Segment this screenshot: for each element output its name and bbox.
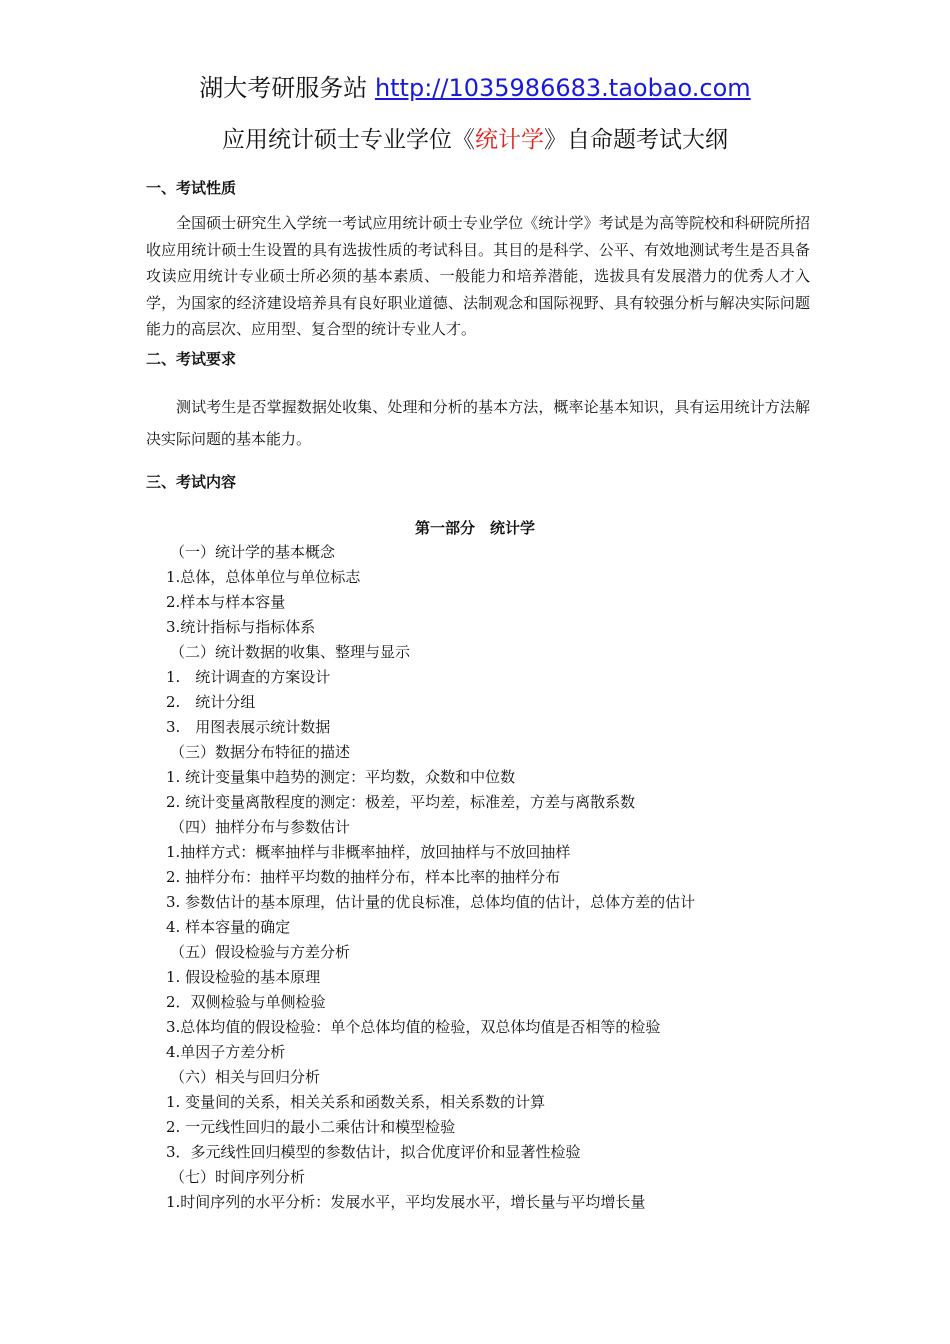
outline-chapter: （七）时间序列分析 [170,1168,306,1186]
outline-item: 2.样本与样本容量 [166,593,286,611]
outline-item: 2. 统计变量离散程度的测定：极差，平均差，标准差，方差与离散系数 [166,793,636,811]
outline-chapter: （二）统计数据的收集、整理与显示 [170,643,411,661]
outline-item: 3．多元线性回归模型的参数估计，拟合优度评价和显著性检验 [166,1143,581,1161]
outline-item: 1.抽样方式：概率抽样与非概率抽样，放回抽样与不放回抽样 [166,843,571,861]
outline-item: 3. 参数估计的基本原理，估计量的优良标准，总体均值的估计，总体方差的估计 [166,893,696,911]
title-suffix: 》自命题考试大纲 [544,127,728,153]
section-paragraph-nature: 全国硕士研究生入学统一考试应用统计硕士专业学位《统计学》考试是为高等院校和科研院所招收应用统计硕士生设置的具有选拔性质的考试科目。其目的是科学、公平、有效地测试考生是否具备攻读应用统计专业硕士所必须的基本素质、一般能力和培养潜能，选拔具有发展潜力的优秀人才入学，为国家的经济建设培养具有良好职业道德、法制观念和国际视野、具有较强分析与解决实际问题能力的高层次、应用型、复合型的统计专业人才。 [146,214,810,338]
part-title: 第一部分 统计学 [414,519,535,537]
outline-chapter: （六）相关与回归分析 [170,1068,321,1086]
section-paragraph-requirements: 测试考生是否掌握数据处收集、处理和分析的基本方法，概率论基本知识，具有运用统计方法解决实际问题的基本能力。 [146,398,810,448]
section-heading-content: 三、考试内容 [146,473,237,491]
outline-item: 2. 抽样分布：抽样平均数的抽样分布，样本比率的抽样分布 [166,868,561,886]
outline-item: 1.总体，总体单位与单位标志 [166,568,361,586]
outline-item: 2. 统计分组 [166,693,256,711]
outline-item: 3.统计指标与指标体系 [166,618,316,636]
outline-chapter: （四）抽样分布与参数估计 [170,818,351,836]
outline-item: 3.总体均值的假设检验：单个总体均值的检验，双总体均值是否相等的检验 [166,1018,661,1036]
outline-item: 1. 假设检验的基本原理 [166,968,321,986]
outline-item: 4. 样本容量的确定 [166,918,291,936]
outline-item: 4.单因子方差分析 [166,1043,286,1061]
outline-item: 1.时间序列的水平分析：发展水平，平均发展水平，增长量与平均增长量 [166,1193,646,1211]
outline-chapter: （一）统计学的基本概念 [170,543,336,561]
outline-item: 3. 用图表展示统计数据 [166,718,331,736]
section-heading-nature: 一、考试性质 [146,179,237,197]
section-heading-requirements: 二、考试要求 [146,350,237,368]
title-prefix: 应用统计硕士专业学位《 [222,127,475,153]
outline-item: 1. 统计调查的方案设计 [166,668,331,686]
shop-name: 湖大考研服务站 [199,74,368,102]
outline-chapter: （三）数据分布特征的描述 [170,743,351,761]
outline-chapter: （五）假设检验与方差分析 [170,943,351,961]
content-outline [166,540,806,1215]
title-highlight: 统计学 [475,127,544,153]
document-title [0,122,950,158]
outline-item: 2. 一元线性回归的最小二乘估计和模型检验 [166,1118,456,1136]
outline-item: 1. 统计变量集中趋势的测定：平均数，众数和中位数 [166,768,516,786]
outline-item: 2．双侧检验与单侧检验 [166,993,326,1011]
page-header [0,70,950,106]
outline-item: 1. 变量间的关系，相关关系和函数关系，相关系数的计算 [166,1093,546,1111]
shop-link[interactable]: http://1035986683.taobao.com [374,74,751,102]
